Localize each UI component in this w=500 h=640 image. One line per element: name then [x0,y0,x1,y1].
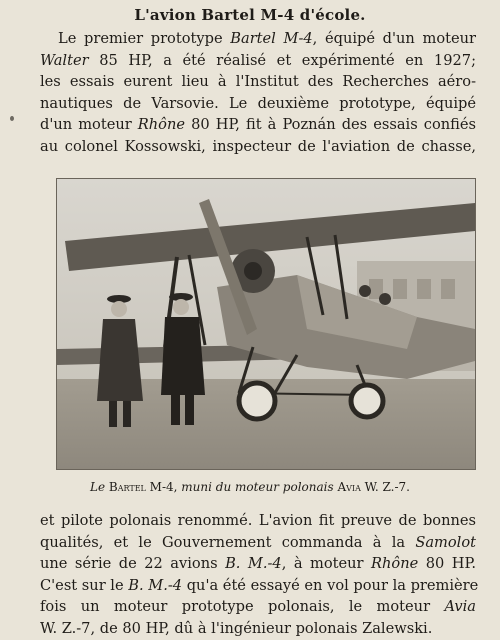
text-line: nautiques de Varsovie. Le deuxième prototype, équipé [40,94,476,112]
text-line: Walter 85 HP, a été réalisé et expérimenté en 1927; [40,51,476,69]
biplane-photo [56,178,476,470]
text-line: fois un moteur prototype polonais, le moteur Avia [40,598,476,616]
text-line: Le premier prototype Bartel M-4, équipé d'un moteur [58,30,476,47]
text-line: C'est sur le B. M.-4 qu'a été essayé en vol pour la première [40,576,479,594]
text-line: qualités, et le Gouvernement commanda à la Samolot [40,533,476,551]
left-wheel [239,383,275,419]
right-wheel [351,385,383,417]
article-heading: L'avion Bartel M-4 d'école. [134,6,366,24]
text-line: d'un moteur Rhône 80 HP, fit à Poznán des essais confiés [40,116,476,134]
paragraph-2 [40,510,479,640]
text-line: au colonel Kossowski, inspecteur de l'aviation de chasse, [40,137,476,155]
text-line: W. Z.-7, de 80 HP, dû à l'ingénieur polonais Zalewski. [40,619,433,637]
paragraph-1 [40,28,476,158]
photo-caption: Le Bartel M-4, muni du moteur polonais Avia W. Z.-7. [90,480,410,494]
text-line: les essais eurent lieu à l'Institut des Recherches aéro- [40,73,476,91]
text-line: et pilote polonais renommé. L'avion fit preuve de bonnes [40,512,476,529]
biplane-illustration [57,179,475,469]
ink-speck [10,116,14,121]
text-line: une série de 22 avions B. M.-4, à moteur Rhône 80 HP. [40,555,476,573]
